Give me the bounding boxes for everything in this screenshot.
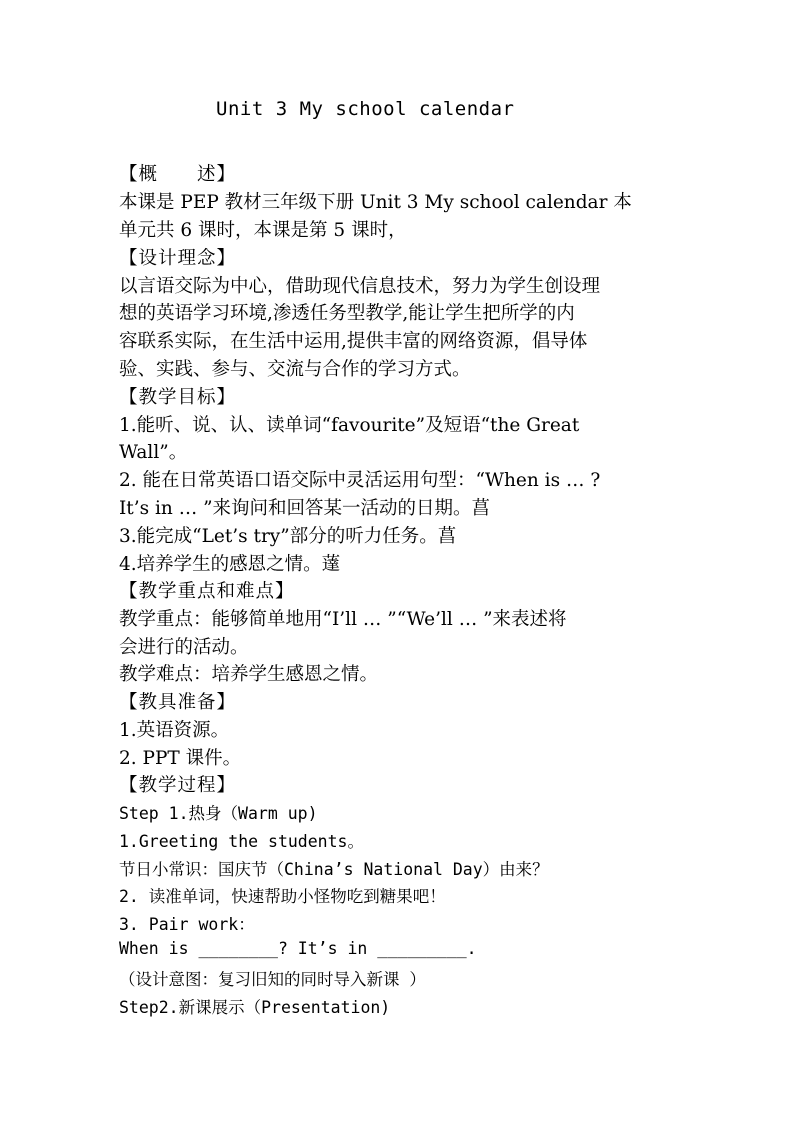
overview-heading: 【概 述】 (119, 164, 237, 185)
goals-heading: 【教学目标】 (119, 387, 237, 408)
step-2-title: Step2.新课展示（Presentation) (119, 998, 391, 1017)
key-line-2: 会进行的活动。 (119, 637, 249, 658)
step-1-item-1: 1.Greeting the students。 (119, 832, 364, 851)
goal-3: 3.能完成“Let’s try”部分的听力任务。菖 (119, 526, 457, 547)
goal-2-line-2: It’s in … ”来询问和回答某一活动的日期。菖 (119, 498, 491, 519)
step-1-item-2: 2. 读准单词，快速帮助小怪物吃到糖果吧！ (119, 887, 446, 906)
key-line-1: 教学重点：能够简单地用“I’ll … ”“We’ll … ”来表述将 (119, 609, 567, 630)
step-1-title: Step 1.热身（Warm up) (119, 804, 318, 823)
overview-line-1: 本课是 PEP 教材三年级下册 Unit 3 My school calendar 本 (119, 192, 632, 213)
design-line-3: 容联系实际，在生活中运用,提供丰富的网络资源，倡导体 (119, 331, 588, 352)
goal-2-line-1: 2. 能在日常英语口语交际中灵活运用句型：“When is … ? (119, 470, 601, 491)
goal-1-line-2: Wall”。 (119, 442, 188, 463)
design-line-2: 想的英语学习环境,渗透任务型教学,能让学生把所学的内 (119, 303, 575, 324)
tools-heading: 【教具准备】 (119, 692, 237, 713)
design-line-4: 验、实践、参与、交流与合作的学习方式。 (119, 359, 471, 380)
step-1-intent: （设计意图：复习旧知的同时导入新课 ） (119, 970, 426, 989)
step-1-tip: 节日小常识：国庆节（China’s National Day）由来？ (119, 860, 549, 879)
tools-item-1: 1.英语资源。 (119, 720, 230, 741)
step-1-item-3: 3. Pair work： (119, 915, 255, 934)
process-heading: 【教学过程】 (119, 775, 237, 796)
design-line-1: 以言语交际为中心，借助现代信息技术，努力为学生创设理 (119, 276, 601, 297)
overview-line-2: 单元共 6 课时，本课是第 5 课时， (119, 220, 407, 241)
goal-4: 4.培养学生的感恩之情。薘 (119, 554, 341, 575)
design-heading: 【设计理念】 (119, 248, 237, 269)
tools-item-2: 2. PPT 课件。 (119, 748, 242, 769)
key-heading: 【教学重点和难点】 (119, 581, 295, 602)
step-1-pattern: When is ________? It’s in _________. (119, 939, 477, 958)
difficulty-line: 教学难点：培养学生感恩之情。 (119, 664, 379, 685)
goal-1-line-1: 1.能听、说、认、读单词“favourite”及短语“the Great (119, 415, 580, 436)
document-title: Unit 3 My school calendar (216, 98, 515, 120)
